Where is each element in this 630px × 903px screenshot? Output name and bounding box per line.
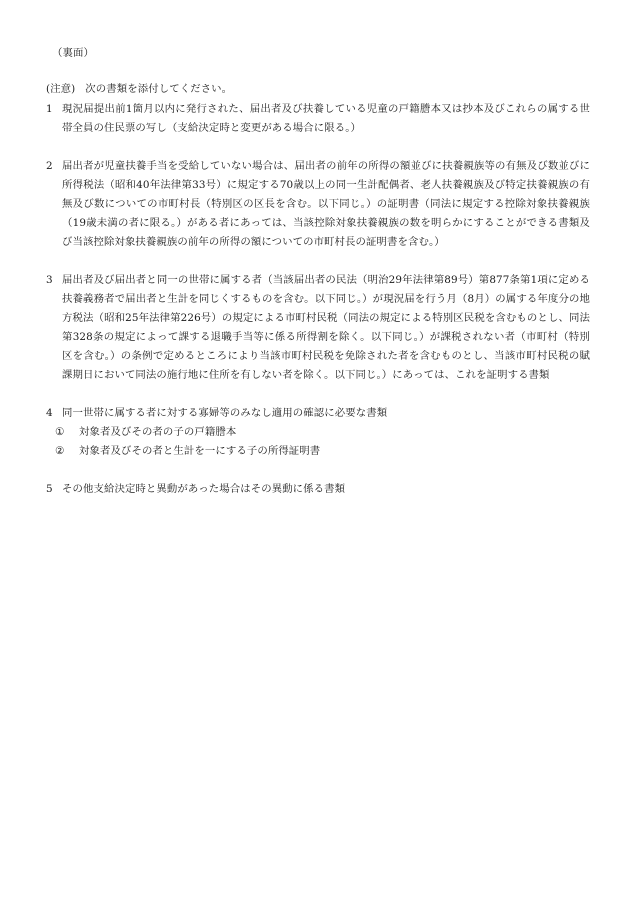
item-text: 届出者が児童扶養手当を受給していない場合は、届出者の前年の所得の額並びに扶養親族等の有無及び数並びに所得税法（昭和40年法律第33号）に規定する70歳以上の同一生計配偶者、老人扶養親族及び特定扶養親族の有無及び数についての市町村長（特別区の区長を含む。以下同じ。）の証明書（同法に規定する控除対象扶養親族（19歳未満の者に限る。）がある者にあっては、当該控除対象扶養親族の数を明らかにすることができる書類及び当該控除対象扶養親族の前年の所得の額についての市町村長の証明書を含む。） — [62, 160, 590, 248]
list-item-4 — [46, 404, 590, 423]
item-text: その他支給決定時と異動があった場合はその異動に係る書類 — [62, 483, 346, 495]
notice-text: 次の書類を添付してください。 — [85, 83, 233, 95]
item-number: 1 — [46, 103, 53, 115]
notice-label: (注意) — [46, 83, 76, 95]
list-item-2 — [46, 157, 590, 252]
sub-item-text: 対象者及びその者と生計を一にする子の所得証明書 — [79, 445, 321, 457]
sub-item-mark: ② — [55, 445, 65, 457]
item-text: 同一世帯に属する者に対する寡婦等のみなし適用の確認に必要な書類 — [62, 407, 388, 419]
notice-line — [46, 80, 590, 99]
sub-item-mark: ① — [55, 426, 65, 438]
list-item-5 — [46, 480, 590, 499]
item-text: 現況届提出前1箇月以内に発行された、届出者及び扶養している児童の戸籍謄本又は抄本及びこれらの属する世帯全員の住民票の写し（支給決定時と変更がある場合に限る。） — [62, 103, 590, 134]
sub-item-text: 対象者及びその者の子の戸籍謄本 — [79, 426, 237, 438]
item-text: 届出者及び届出者と同一の世帯に属する者（当該届出者の民法（明治29年法律第89号）第877条第1項に定める扶養義務者で届出者と生計を同じくするものを含む。以下同じ。）が現況届を行う月（8月）の属する年度分の地方税法（昭和25年法律第226号）の規定による市町村民税（同法の規定による特別区民税を含むものとし、同法第328条の規定によって課する退職手当等に係る所得割を除く。以下同じ。）が課税されない者（市町村（特別区を含む。）の条例で定めるところにより当該市町村民税を免除された者を含むものとし、当該市町村民税の賦課期日において同法の施行地に住所を有しない者を除く。以下同じ。）にあっては、これを証明する書類 — [62, 274, 590, 381]
item-number: 3 — [46, 274, 53, 286]
item-number: 4 — [46, 407, 53, 419]
side-label: （裏面） — [52, 47, 94, 59]
item-number: 2 — [46, 160, 53, 172]
list-item-3 — [46, 271, 590, 385]
sub-item-1 — [55, 423, 590, 442]
list-item-1 — [46, 100, 590, 138]
sub-item-2 — [55, 442, 590, 461]
item-number: 5 — [46, 483, 53, 495]
